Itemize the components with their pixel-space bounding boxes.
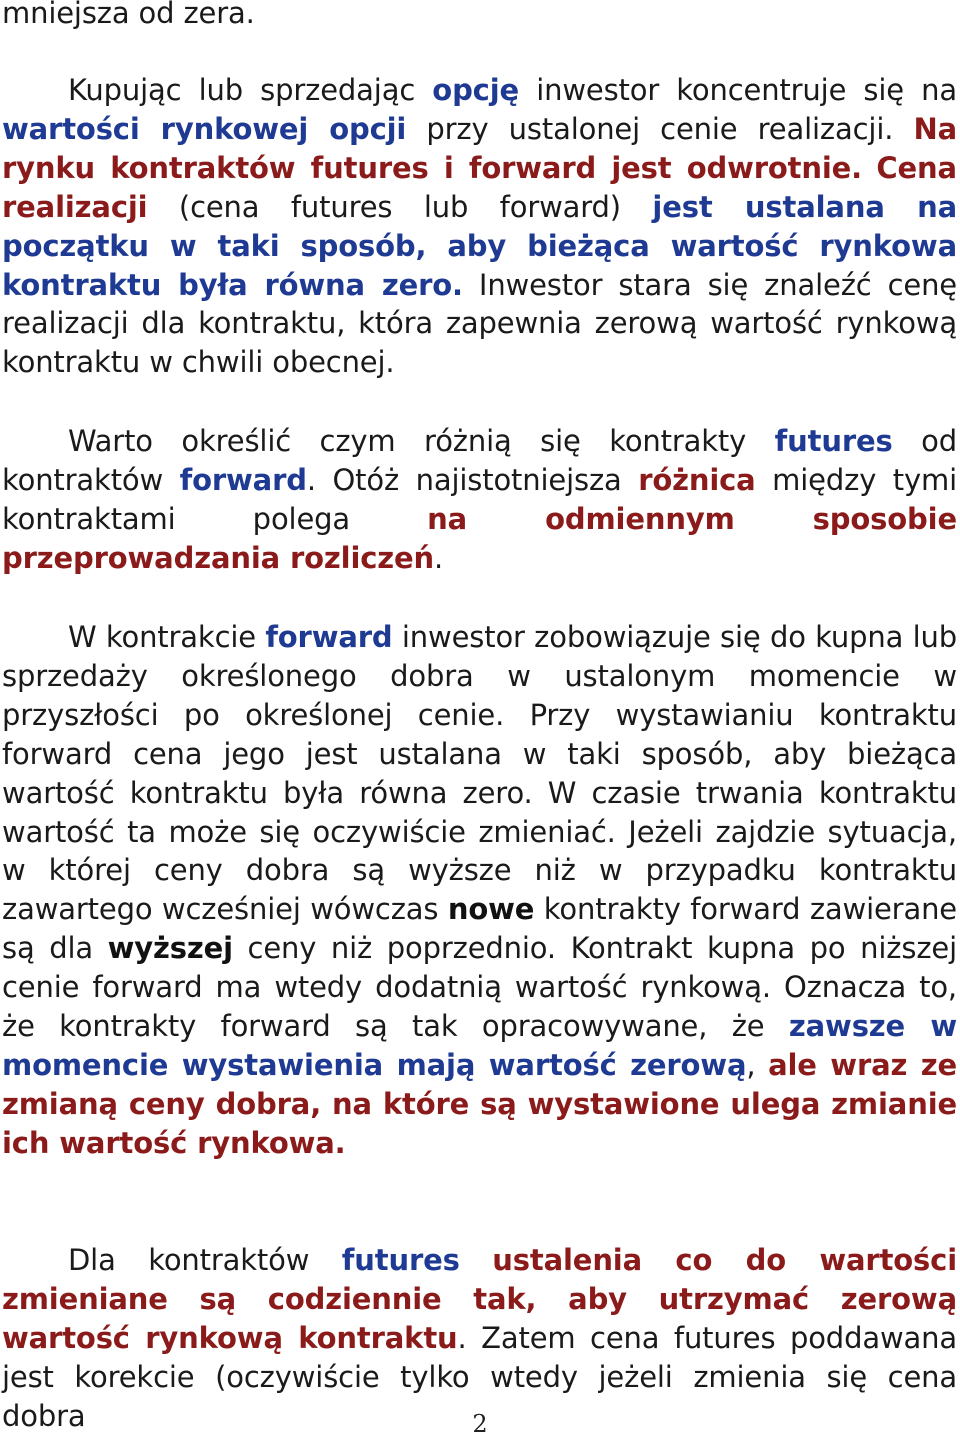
blue-emphasis: jest ustalana na początku w taki sposób, aby bieżąca wartość rynkowa kontraktu była równa zero. <box>2 189 957 302</box>
text-run <box>460 1243 493 1277</box>
blue-emphasis: forward <box>265 620 393 654</box>
text-run: między tymi kontraktami polega <box>2 462 957 536</box>
blue-emphasis: forward <box>179 462 307 497</box>
text-run: , <box>746 1047 769 1082</box>
paragraph-0 <box>0 0 960 33</box>
red-emphasis: na odmiennym sposobie przeprowadzania rozliczeń <box>2 501 957 575</box>
text-run: ceny niż poprzednio. Kontrakt kupna po niższej cenie forward ma wtedy dodatnią wartość rynkową. Oznacza to, że kontrakty forward są tak opracowywane, że <box>2 931 957 1044</box>
text-run: Kupując lub sprzedając <box>68 73 433 107</box>
bold-emphasis: nowe <box>447 892 535 927</box>
text-run: Inwestor stara się znaleźć cenę realizacji dla kontraktu, która zapewnia zerową wartość rynkową kontraktu w chwili obecnej. <box>2 267 958 380</box>
paragraph-1 <box>0 71 960 382</box>
text-run: Warto określić czym różnią się kontrakty <box>68 424 775 458</box>
red-emphasis: różnica <box>638 462 756 497</box>
text-run: kontrakty forward zawierane są dla <box>2 892 957 966</box>
text-run: W kontrakcie <box>68 620 266 654</box>
blue-emphasis: opcję <box>432 73 520 107</box>
red-emphasis: Na rynku kontraktów futures i forward jest odwrotnie. <box>2 111 957 185</box>
text-run: (cena futures lub forward) <box>147 189 653 224</box>
text-run: przy ustalonej cenie realizacji. <box>406 111 914 146</box>
text-run: inwestor koncentruje się na <box>519 73 957 107</box>
page-number: 2 <box>472 1410 488 1438</box>
text-run: . Otóż najistotniejsza <box>306 462 639 497</box>
paragraph-4 <box>0 1241 960 1436</box>
blue-emphasis: wartości rynkowej opcji <box>2 111 407 146</box>
paragraph-2 <box>0 422 960 578</box>
blue-emphasis: zawsze w momencie wystawienia mają wartość zerową <box>2 1009 957 1082</box>
bold-emphasis: wyższej <box>107 931 233 966</box>
red-emphasis: ustalenia co do wartości zmieniane są codziennie tak, aby utrzymać zerową wartość rynkową kontraktu <box>2 1243 957 1355</box>
text-run: mniejsza od zera. <box>2 0 255 30</box>
paragraph-3 <box>0 618 960 1163</box>
red-emphasis: Cena realizacji <box>2 150 957 224</box>
text-run: od kontraktów <box>2 424 957 497</box>
text-run: . Zatem cena futures poddawana jest korekcie (oczywiście tylko wtedy jeżeli zmienia się cena dobra <box>2 1320 957 1433</box>
text-run <box>862 151 876 185</box>
text-run: . <box>434 540 444 575</box>
text-run: Dla kontraktów <box>68 1243 342 1277</box>
blue-emphasis: futures <box>774 424 893 458</box>
blue-emphasis: futures <box>341 1243 460 1277</box>
red-emphasis: ale wraz ze zmianą ceny dobra, na które są wystawione ulega zmianie ich wartość rynkowa. <box>2 1047 958 1160</box>
text-run: inwestor zobowiązuje się do kupna lub sprzedaży określonego dobra w ustalonym momencie w przyszłości po określonej cenie. Przy wystawianiu kontraktu forward cena jego jest ustalana w taki sposób, aby bieżąca wartość kontraktu była równa zero. W czasie trwania kontraktu wartość ta może się oczywiście zmieniać. Jeżeli zajdzie sytuacja, w której ceny dobra są wyższe niż w przypadku kontraktu zawartego wcześniej wówczas <box>2 620 957 927</box>
